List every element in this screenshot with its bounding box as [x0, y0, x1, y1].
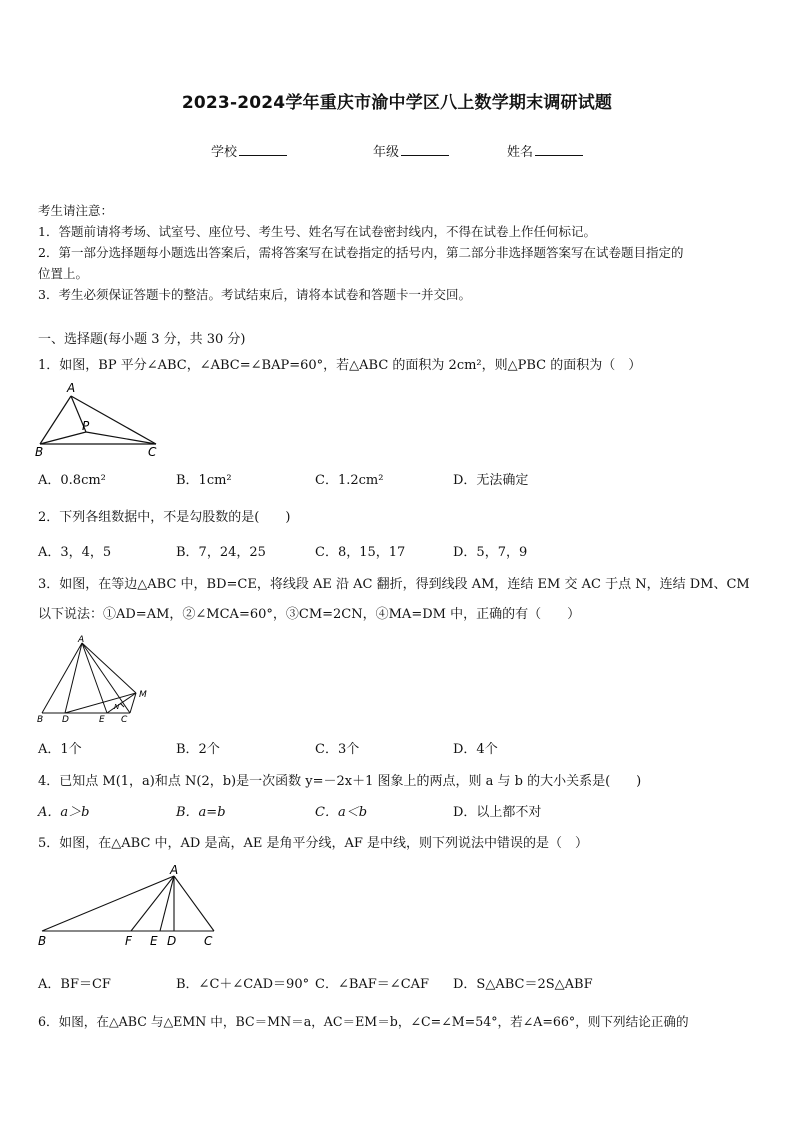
fig1-label-a: A — [67, 381, 76, 395]
question-3-option-d[interactable]: D．4个 — [453, 742, 498, 757]
question-1-option-c[interactable]: C．1.2cm² — [315, 473, 384, 488]
question-4-option-d[interactable]: D．以上都不对 — [453, 805, 542, 820]
question-3-stem-line-2: 以下说法：①AD=AM，②∠MCA=60°，③CM=2CN，④MA=DM 中，正确的有（ ） — [38, 607, 581, 622]
notice-heading: 考生请注意： — [38, 203, 114, 218]
name-label: 姓名 — [507, 145, 534, 160]
question-2-option-d[interactable]: D．5，7，9 — [453, 545, 528, 560]
fig3-label-n: N — [114, 703, 120, 711]
question-5-option-b[interactable]: B．∠C＋∠CAD＝90° — [176, 977, 310, 992]
section-heading: 一、选择题(每小题 3 分，共 30 分) — [38, 332, 246, 347]
school-label: 学校 — [211, 145, 238, 160]
school-blank[interactable] — [239, 143, 287, 156]
school-field[interactable] — [211, 141, 287, 160]
fig1-label-c: C — [148, 445, 157, 459]
question-6-stem: 6．如图，在△ABC 与△EMN 中，BC＝MN＝a，AC＝EM＝b，∠C=∠M=54°，若∠A=66°，则下列结论正确的 — [38, 1014, 689, 1029]
question-4-option-b[interactable]: B．a=b — [176, 805, 226, 820]
fig5-label-a: A — [170, 863, 179, 877]
question-5-option-c[interactable]: C．∠BAF＝∠CAF — [315, 977, 430, 992]
question-1-option-d[interactable]: D．无法确定 — [453, 473, 529, 488]
question-3-stem-line-1: 3．如图，在等边△ABC 中，BD=CE，将线段 AE 沿 AC 翻折，得到线段 AM，连结 EM 交 AC 于点 N，连结 DM、CM — [38, 577, 750, 592]
fig1-label-p: P — [82, 419, 90, 433]
name-field[interactable] — [507, 141, 583, 160]
fig1-label-b: B — [35, 445, 44, 459]
fig3-label-d: D — [62, 715, 69, 725]
question-4-option-a[interactable]: A．a＞b — [38, 805, 90, 820]
fig5-label-d: D — [167, 934, 177, 948]
fig3-label-c: C — [121, 715, 128, 725]
fig5-label-c: C — [204, 934, 213, 948]
question-5-figure — [30, 860, 225, 952]
question-3-option-c[interactable]: C．3个 — [315, 742, 360, 757]
fig3-label-a: A — [78, 635, 85, 645]
question-5-option-a[interactable]: A．BF＝CF — [38, 977, 111, 992]
grade-blank[interactable] — [401, 143, 449, 156]
question-4-option-c[interactable]: C．a＜b — [315, 805, 368, 820]
notice-item: 2．第一部分选择题每小题选出答案后，需将答案写在试卷指定的括号内，第二部分非选择题答案写在试卷题目指定的 — [38, 245, 684, 260]
question-2-stem: 2．下列各组数据中，不是勾股数的是( ) — [38, 510, 291, 525]
notice-item: 位置上。 — [38, 266, 89, 281]
fig5-label-b: B — [38, 934, 47, 948]
grade-label: 年级 — [373, 145, 400, 160]
fig5-label-e: E — [150, 934, 158, 948]
question-3-option-a[interactable]: A．1个 — [38, 742, 82, 757]
notice-item: 1．答题前请将考场、试室号、座位号、考生号、姓名写在试卷密封线内，不得在试卷上作任何标记。 — [38, 224, 596, 239]
question-1-figure — [30, 378, 170, 460]
question-1-option-a[interactable]: A．0.8cm² — [38, 473, 106, 488]
question-3-figure — [32, 634, 157, 726]
question-5-option-d[interactable]: D．S△ABC＝2S△ABF — [453, 977, 593, 992]
question-3-option-b[interactable]: B．2个 — [176, 742, 220, 757]
fig3-label-b: B — [37, 715, 44, 725]
notice-item: 3．考生必须保证答题卡的整洁。考试结束后，请将本试卷和答题卡一并交回。 — [38, 287, 471, 302]
question-1-option-b[interactable]: B．1cm² — [176, 473, 232, 488]
name-blank[interactable] — [535, 143, 583, 156]
page-title: 2023-2024学年重庆市渝中学区八上数学期末调研试题 — [181, 93, 613, 113]
question-4-stem: 4．已知点 M(1，a)和点 N(2，b)是一次函数 y=－2x＋1 图象上的两点，则 a 与 b 的大小关系是( ) — [38, 774, 642, 789]
question-1-stem: 1．如图，BP 平分∠ABC，∠ABC=∠BAP=60°，若△ABC 的面积为 2cm²，则△PBC 的面积为（ ） — [38, 358, 642, 373]
question-2-option-c[interactable]: C．8，15，17 — [315, 545, 406, 560]
fig3-label-m: M — [139, 690, 147, 700]
grade-field[interactable] — [373, 141, 449, 160]
question-2-option-a[interactable]: A．3，4，5 — [38, 545, 112, 560]
question-2-option-b[interactable]: B．7，24，25 — [176, 545, 266, 560]
fig5-label-f: F — [125, 934, 132, 948]
question-5-stem: 5．如图，在△ABC 中，AD 是高，AE 是角平分线，AF 是中线，则下列说法中错误的是（ ） — [38, 836, 589, 851]
fig3-label-e: E — [99, 715, 105, 725]
